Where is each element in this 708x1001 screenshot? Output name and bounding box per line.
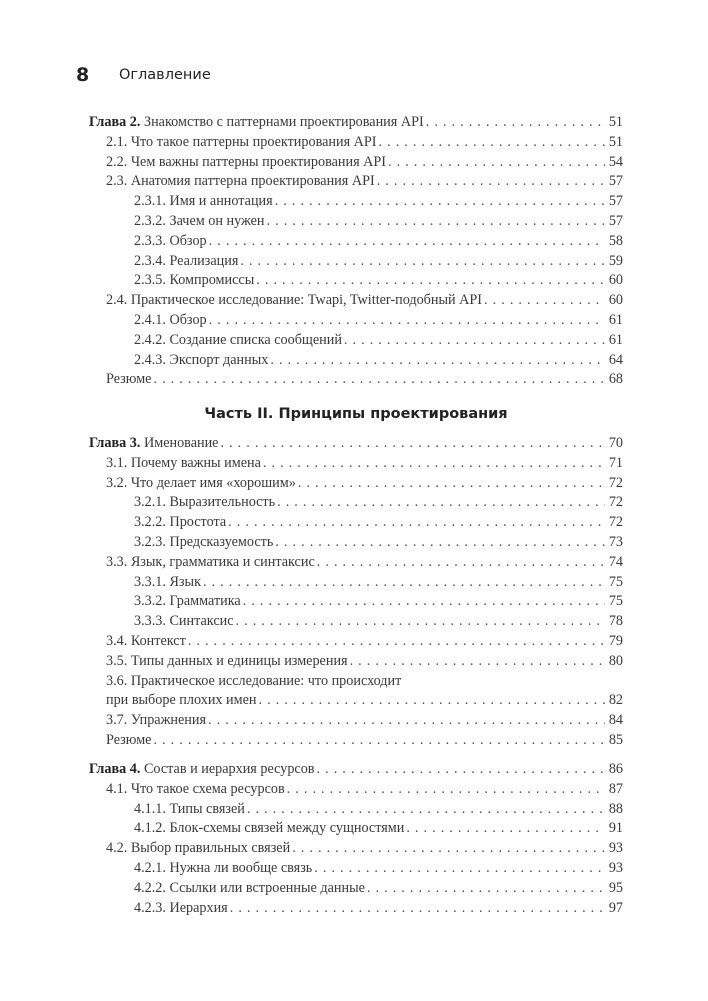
toc-entry-text: 4.1.2. Блок-схемы связей между сущностями xyxy=(134,820,405,837)
toc-entry[interactable] xyxy=(89,331,623,351)
toc-entry-label xyxy=(106,291,482,311)
dot-leader xyxy=(263,454,605,474)
toc-entry-label xyxy=(134,331,342,351)
toc-entry[interactable] xyxy=(89,553,623,573)
toc-chapter-2 xyxy=(89,113,623,390)
toc-entry-text: 2.3.3. Обзор xyxy=(134,232,207,249)
toc-entry[interactable] xyxy=(89,232,623,252)
toc-entry-text: 4.2.2. Ссылки или встроенные данные xyxy=(134,879,365,896)
toc-entry-label xyxy=(106,553,315,573)
toc-entry[interactable] xyxy=(89,573,623,593)
toc-entry[interactable] xyxy=(89,493,623,513)
toc-entry-text: 3.7. Упражнения xyxy=(106,712,207,729)
page-ref: 91 xyxy=(608,820,623,837)
toc-entry[interactable] xyxy=(89,760,623,780)
toc-entry[interactable] xyxy=(89,291,623,311)
page-ref: 61 xyxy=(608,311,623,328)
chapter-prefix: Глава 2. xyxy=(89,114,141,130)
dot-leader xyxy=(317,760,606,780)
dot-leader xyxy=(388,153,605,173)
toc-entry-text: при выборе плохих имен xyxy=(106,692,257,709)
page-ref: 93 xyxy=(608,859,623,876)
toc-entry[interactable] xyxy=(89,899,623,919)
toc-entry-text: 3.5. Типы данных и единицы измерения xyxy=(106,652,348,669)
toc-entry-text: Резюме xyxy=(106,731,152,748)
dot-leader xyxy=(314,859,605,879)
chapter-prefix: Глава 3. xyxy=(89,435,141,451)
toc-entry-label xyxy=(134,351,268,371)
toc-entry-label xyxy=(106,731,151,751)
dot-leader xyxy=(240,252,605,272)
toc-entry-label xyxy=(106,474,296,494)
dot-leader xyxy=(153,731,605,751)
page-ref: 79 xyxy=(608,632,623,649)
dot-leader xyxy=(426,113,605,133)
dot-leader xyxy=(203,573,605,593)
page-ref: 78 xyxy=(608,613,623,630)
page-ref: 58 xyxy=(608,232,623,249)
page-ref: 75 xyxy=(608,573,623,590)
toc-entry-text: 2.4.3. Экспорт данных xyxy=(134,351,269,368)
page-ref: 82 xyxy=(608,692,623,709)
page-ref: 87 xyxy=(608,780,623,797)
toc-entry-label xyxy=(89,434,218,454)
toc-entry-label xyxy=(134,859,312,879)
dot-leader xyxy=(275,533,605,553)
toc-entry-label xyxy=(134,252,238,272)
dot-leader xyxy=(317,553,605,573)
toc-entry[interactable] xyxy=(89,454,623,474)
toc-entry-label xyxy=(134,573,201,593)
page-ref: 73 xyxy=(608,533,623,550)
dot-leader xyxy=(247,800,605,820)
toc-entry-text: 2.3.2. Зачем он нужен xyxy=(134,212,265,229)
page-ref: 68 xyxy=(608,371,623,388)
toc-entry[interactable] xyxy=(89,879,623,899)
toc-entry-label xyxy=(134,879,365,899)
dot-leader xyxy=(277,493,605,513)
page-ref: 51 xyxy=(608,133,623,150)
toc-entry-label xyxy=(134,493,275,513)
toc-entry[interactable] xyxy=(89,113,623,133)
toc-entry-label xyxy=(106,370,151,390)
dot-leader xyxy=(228,513,605,533)
page-ref: 85 xyxy=(608,731,623,748)
toc-entry[interactable] xyxy=(89,212,623,232)
toc-entry-text: 4.2.3. Иерархия xyxy=(134,899,228,916)
toc-entry[interactable] xyxy=(89,839,623,859)
toc-entry[interactable] xyxy=(89,192,623,212)
page-number: 8 xyxy=(76,64,90,86)
toc-entry-text: Резюме xyxy=(106,371,152,388)
dot-leader xyxy=(230,899,605,919)
toc-entry-label xyxy=(89,113,424,133)
toc-entry-line[interactable] xyxy=(89,672,623,692)
toc-entry-text: Знакомство с паттернами проектирования API xyxy=(143,114,424,130)
toc-entry[interactable] xyxy=(89,612,623,632)
toc-entry-text: 4.1. Что такое схема ресурсов xyxy=(106,780,285,797)
toc-entry[interactable] xyxy=(89,370,623,390)
page-header xyxy=(76,64,211,86)
toc-entry-label xyxy=(134,899,228,919)
toc-entry-label xyxy=(106,172,375,192)
dot-leader xyxy=(270,351,605,371)
page-ref: 57 xyxy=(608,212,623,229)
toc-entry-label xyxy=(134,192,273,212)
toc-entry-label xyxy=(134,232,207,252)
page-ref: 95 xyxy=(608,879,623,896)
toc-entry-label xyxy=(106,652,348,672)
dot-leader xyxy=(350,652,605,672)
dot-leader xyxy=(298,474,605,494)
dot-leader xyxy=(243,592,605,612)
dot-leader xyxy=(188,632,605,652)
toc-entry-label xyxy=(134,271,254,291)
toc-entry[interactable] xyxy=(89,133,623,153)
toc-entry-label xyxy=(134,212,265,232)
toc-entry[interactable] xyxy=(89,780,623,800)
toc-entry-label xyxy=(134,592,241,612)
toc-entry-label: 3.6. Практическое исследование: что происходит xyxy=(106,672,402,689)
page-ref: 60 xyxy=(608,292,623,309)
toc-entry[interactable] xyxy=(89,252,623,272)
toc-entry[interactable] xyxy=(89,800,623,820)
toc-entry-label xyxy=(106,839,290,859)
page-ref: 71 xyxy=(608,454,623,471)
toc-entry-text: Именование xyxy=(143,435,219,451)
dot-leader xyxy=(275,192,605,212)
dot-leader xyxy=(484,291,605,311)
page-ref: 84 xyxy=(608,712,623,729)
toc-entry[interactable] xyxy=(89,271,623,291)
toc-entry-label xyxy=(134,612,234,632)
toc-entry-text: 3.2.2. Простота xyxy=(134,514,227,531)
toc-entry[interactable] xyxy=(89,351,623,371)
dot-leader xyxy=(259,691,605,711)
page-ref: 75 xyxy=(608,593,623,610)
running-title: Оглавление xyxy=(119,67,211,83)
toc-entry[interactable] xyxy=(89,859,623,879)
page-ref: 54 xyxy=(608,153,623,170)
toc-entry-text: 3.3.1. Язык xyxy=(134,573,201,590)
toc-entry-text: 2.3.5. Компромиссы xyxy=(134,272,255,289)
page-ref: 93 xyxy=(608,840,623,857)
page-ref: 97 xyxy=(608,899,623,916)
toc-entry-label xyxy=(134,819,404,839)
toc-entry-text: 3.3. Язык, грамматика и синтаксис xyxy=(106,553,315,570)
toc-entry[interactable] xyxy=(89,474,623,494)
toc-entry-text: 4.1.1. Типы связей xyxy=(134,800,245,817)
toc-entry-label xyxy=(134,800,245,820)
toc-entry-label xyxy=(89,760,315,780)
toc-entry-label xyxy=(134,513,226,533)
part-heading: Часть II. Принципы проектирования xyxy=(204,406,508,422)
toc-entry-text: 2.4.2. Создание списка сообщений xyxy=(134,331,342,348)
toc-entry-text: 3.4. Контекст xyxy=(106,632,186,649)
dot-leader xyxy=(208,711,605,731)
toc-entry-label xyxy=(106,691,257,711)
toc-entry-text: 2.1. Что такое паттерны проектирования API xyxy=(106,133,377,150)
dot-leader xyxy=(344,331,605,351)
page-ref: 59 xyxy=(608,252,623,269)
toc-entry-text: 3.3.3. Синтаксис xyxy=(134,613,234,630)
toc-entry[interactable] xyxy=(89,533,623,553)
toc-entry-text: 3.2. Что делает имя «хорошим» xyxy=(106,474,296,491)
dot-leader xyxy=(236,612,605,632)
toc-entry-text: 4.2. Выбор правильных связей xyxy=(106,840,291,857)
page-ref: 64 xyxy=(608,351,623,368)
toc-entry-text: 3.1. Почему важны имена xyxy=(106,454,261,471)
page-ref: 80 xyxy=(608,652,623,669)
toc-entry[interactable] xyxy=(89,819,623,839)
toc-entry[interactable] xyxy=(89,311,623,331)
toc-entry-label xyxy=(106,133,377,153)
page-ref: 70 xyxy=(608,435,623,451)
toc-entry[interactable] xyxy=(89,691,623,711)
page-ref: 72 xyxy=(608,514,623,531)
dot-leader xyxy=(287,780,605,800)
page-ref: 86 xyxy=(608,761,623,777)
toc-entry-label xyxy=(106,780,285,800)
dot-leader xyxy=(209,232,605,252)
toc-entry[interactable] xyxy=(89,632,623,652)
page-ref: 51 xyxy=(608,114,623,130)
page-ref: 60 xyxy=(608,272,623,289)
toc-entry-label xyxy=(106,632,186,652)
dot-leader xyxy=(153,370,605,390)
dot-leader xyxy=(256,271,605,291)
page-ref: 57 xyxy=(608,173,623,190)
toc-entry-text: 4.2.1. Нужна ли вообще связь xyxy=(134,859,313,876)
toc-entry-text: 2.4. Практическое исследование: Twapi, Twitter-подобный API xyxy=(106,292,483,309)
page-ref: 88 xyxy=(608,800,623,817)
dot-leader xyxy=(406,819,605,839)
dot-leader xyxy=(377,172,605,192)
toc-entry-label xyxy=(134,533,273,553)
toc-entry[interactable] xyxy=(89,711,623,731)
toc-entry[interactable] xyxy=(89,153,623,173)
toc-entry[interactable] xyxy=(89,652,623,672)
toc-entry-text: 2.3. Анатомия паттерна проектирования API xyxy=(106,173,375,190)
toc-entry-text: 2.2. Чем важны паттерны проектирования API xyxy=(106,153,387,170)
toc-entry-text: 2.3.1. Имя и аннотация xyxy=(134,193,273,210)
toc-chapter-3 xyxy=(89,434,623,751)
dot-leader xyxy=(267,212,606,232)
toc-entry-text: 3.2.1. Выразительность xyxy=(134,494,276,511)
page-ref: 72 xyxy=(608,494,623,511)
dot-leader xyxy=(367,879,605,899)
toc-entry[interactable] xyxy=(89,172,623,192)
toc-entry-text: 3.3.2. Грамматика xyxy=(134,593,241,610)
dot-leader xyxy=(209,311,605,331)
toc-entry-label xyxy=(106,454,261,474)
dot-leader xyxy=(292,839,605,859)
toc-chapter-4 xyxy=(89,760,623,918)
toc-entry-label xyxy=(106,153,386,173)
toc-entry[interactable] xyxy=(89,731,623,751)
dot-leader xyxy=(220,434,605,454)
toc-entry-text: 2.4.1. Обзор xyxy=(134,311,207,328)
dot-leader xyxy=(379,133,605,153)
page-ref: 61 xyxy=(608,331,623,348)
page-ref: 57 xyxy=(608,193,623,210)
toc-entry-label xyxy=(106,711,206,731)
toc-entry-label xyxy=(134,311,207,331)
toc-entry-text: 3.2.3. Предсказуемость xyxy=(134,533,274,550)
chapter-prefix: Глава 4. xyxy=(89,761,141,777)
toc-entry-text: Состав и иерархия ресурсов xyxy=(143,761,315,777)
toc-entry[interactable] xyxy=(89,434,623,454)
toc-entry[interactable] xyxy=(89,513,623,533)
page-ref: 72 xyxy=(608,474,623,491)
page-ref: 74 xyxy=(608,553,623,570)
toc-entry-text: 2.3.4. Реализация xyxy=(134,252,239,269)
toc-entry[interactable] xyxy=(89,592,623,612)
